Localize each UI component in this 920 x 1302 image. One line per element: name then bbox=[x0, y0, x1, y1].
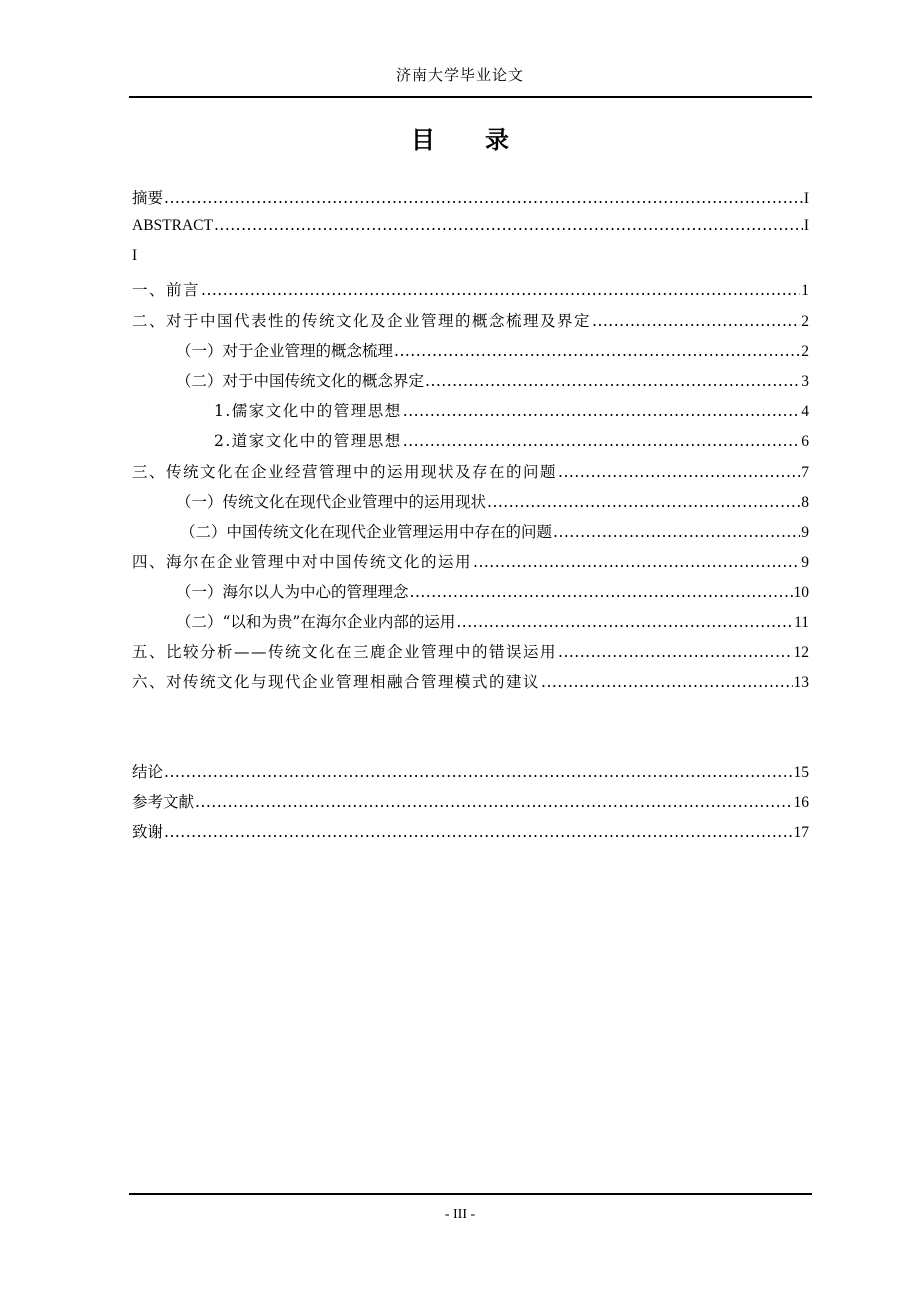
toc-entry-page: 3 bbox=[801, 373, 809, 390]
toc-entry-abstract-cn[interactable] bbox=[132, 186, 809, 208]
toc-entry-label: 四、海尔在企业管理中对中国传统文化的运用 bbox=[132, 553, 473, 571]
toc-entry-label: ABSTRACT bbox=[132, 217, 213, 234]
toc-dot-leader bbox=[394, 342, 800, 360]
toc-entry-subsection-2-2-2[interactable] bbox=[214, 429, 809, 451]
toc-dot-leader bbox=[195, 793, 792, 811]
toc-entry-chapter-3[interactable] bbox=[132, 460, 809, 482]
toc-dot-leader bbox=[541, 673, 792, 691]
toc-entry-label: 摘要 bbox=[132, 189, 164, 207]
toc-entry-page: 6 bbox=[801, 433, 809, 450]
toc-entry-page: 12 bbox=[793, 644, 809, 661]
toc-dot-leader bbox=[558, 643, 792, 661]
toc-entry-label: （二）“以和为贵”在海尔企业内部的运用 bbox=[176, 613, 456, 631]
toc-entry-chapter-1[interactable] bbox=[132, 278, 809, 300]
toc-entry-page: I bbox=[803, 217, 809, 234]
stray-roman-numeral: I bbox=[132, 247, 138, 264]
toc-entry-label: 致谢 bbox=[132, 823, 164, 841]
toc-dot-leader bbox=[487, 493, 800, 511]
toc-entry-label: 结论 bbox=[132, 763, 164, 781]
toc-entry-section-4-1[interactable] bbox=[176, 580, 809, 602]
toc-entry-label: （一）对于企业管理的概念梳理 bbox=[176, 342, 394, 360]
toc-entry-label: 五、比较分析——传统文化在三鹿企业管理中的错误运用 bbox=[132, 643, 558, 661]
footer-rule bbox=[129, 1193, 812, 1195]
toc-entry-page: 11 bbox=[794, 614, 809, 631]
toc-entry-chapter-2[interactable] bbox=[132, 309, 809, 331]
toc-title-right: 录 bbox=[485, 126, 509, 154]
toc-entry-section-2-1[interactable] bbox=[176, 339, 809, 361]
toc-entry-label: （一）传统文化在现代企业管理中的运用现状 bbox=[176, 493, 487, 511]
toc-entry-section-3-2[interactable] bbox=[180, 520, 809, 542]
toc-entry-page: 9 bbox=[801, 554, 809, 571]
toc-dot-leader bbox=[164, 763, 792, 781]
toc-entry-page: 13 bbox=[793, 674, 809, 691]
toc-entry-label: 1.儒家文化中的管理思想 bbox=[214, 402, 402, 420]
toc-entry-abstract-en[interactable] bbox=[132, 216, 809, 238]
toc-entry-label: 六、对传统文化与现代企业管理相融合管理模式的建议 bbox=[132, 673, 541, 691]
toc-dot-leader bbox=[410, 583, 793, 601]
toc-entry-page: 8 bbox=[801, 494, 809, 511]
toc-dot-leader bbox=[403, 432, 800, 450]
toc-entry-references[interactable] bbox=[132, 790, 809, 812]
header-rule bbox=[129, 96, 812, 98]
toc-entry-label: （一）海尔以人为中心的管理理念 bbox=[176, 583, 409, 601]
toc-entry-page: I bbox=[803, 190, 809, 207]
toc-entry-section-2-2[interactable] bbox=[176, 369, 809, 391]
toc-entry-page: 17 bbox=[793, 824, 809, 841]
toc-dot-leader bbox=[592, 312, 800, 330]
running-header: 济南大学毕业论文 bbox=[395, 66, 524, 84]
toc-entry-chapter-4[interactable] bbox=[132, 550, 809, 572]
toc-entry-label: 2.道家文化中的管理思想 bbox=[214, 432, 402, 450]
toc-entry-acknowledgements[interactable] bbox=[132, 820, 809, 842]
toc-entry-page: 2 bbox=[801, 313, 809, 330]
toc-entry-conclusion[interactable] bbox=[132, 760, 809, 782]
toc-dot-leader bbox=[201, 281, 800, 299]
toc-entry-label: 二、对于中国代表性的传统文化及企业管理的概念梳理及界定 bbox=[132, 312, 592, 330]
toc-dot-leader bbox=[553, 523, 800, 541]
toc-entry-page: 10 bbox=[793, 584, 809, 601]
toc-dot-leader bbox=[214, 216, 803, 234]
toc-title bbox=[0, 120, 920, 155]
toc-entry-label: （二）对于中国传统文化的概念界定 bbox=[176, 372, 425, 390]
toc-dot-leader bbox=[164, 823, 792, 841]
footer-page-number: - III - bbox=[444, 1207, 476, 1222]
toc-entry-page: 15 bbox=[793, 764, 809, 781]
toc-entry-chapter-5[interactable] bbox=[132, 640, 809, 662]
toc-dot-leader bbox=[558, 463, 800, 481]
toc-dot-leader bbox=[425, 372, 800, 390]
toc-entry-page: 16 bbox=[793, 794, 809, 811]
toc-dot-leader bbox=[456, 613, 793, 631]
toc-title-left: 目 bbox=[411, 126, 435, 154]
toc-entry-page: 4 bbox=[801, 403, 809, 420]
toc-entry-chapter-6[interactable] bbox=[132, 670, 809, 692]
toc-entry-section-3-1[interactable] bbox=[176, 490, 809, 512]
toc-entry-subsection-2-2-1[interactable] bbox=[214, 399, 809, 421]
toc-entry-page: 9 bbox=[801, 524, 809, 541]
toc-entry-page: 7 bbox=[801, 464, 809, 481]
toc-entry-label: 参考文献 bbox=[132, 793, 195, 811]
toc-dot-leader bbox=[403, 402, 800, 420]
toc-dot-leader bbox=[164, 189, 803, 207]
toc-entry-page: 2 bbox=[801, 343, 809, 360]
toc-entry-page: 1 bbox=[801, 282, 809, 299]
toc-entry-section-4-2[interactable] bbox=[176, 610, 809, 632]
toc-entry-label: （二）中国传统文化在现代企业管理运用中存在的问题 bbox=[180, 523, 553, 541]
toc-entry-label: 一、前言 bbox=[132, 281, 201, 299]
toc-entry-label: 三、传统文化在企业经营管理中的运用现状及存在的问题 bbox=[132, 463, 558, 481]
toc-dot-leader bbox=[473, 553, 800, 571]
